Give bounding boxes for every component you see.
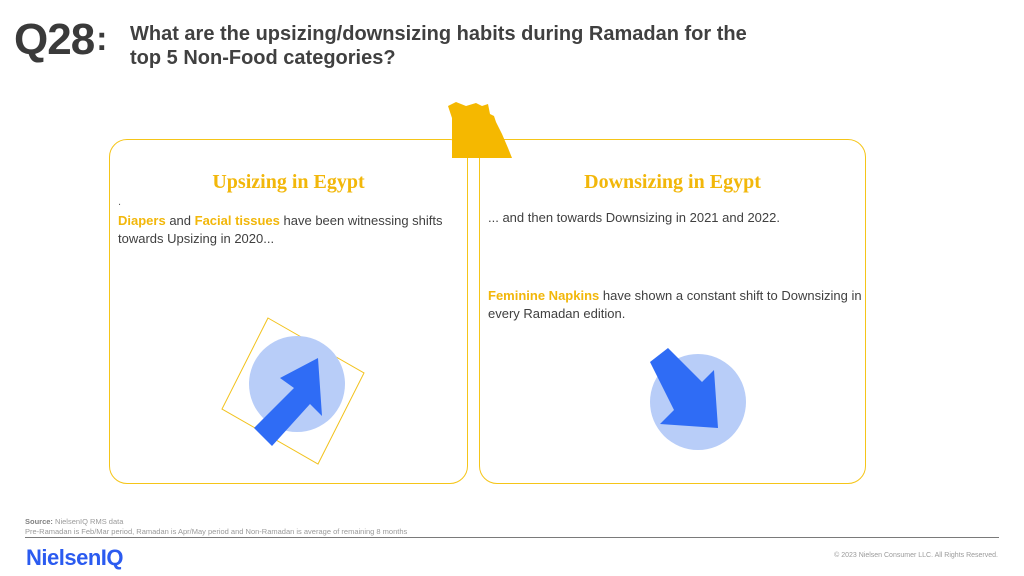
question-number	[14, 15, 107, 64]
copyright-text: © 2023 Nielsen Consumer LLC. All Rights Reserved.	[834, 552, 998, 559]
downsizing-heading: Downsizing in Egypt	[584, 171, 761, 193]
upsizing-description	[118, 212, 448, 248]
period-note: Pre-Ramadan is Feb/Mar period, Ramadan is Apr/May period and Non-Ramadan is average of remaining 8 months	[25, 527, 408, 536]
page-title: What are the upsizing/downsizing habits during Ramadan for the top 5 Non-Food categories?	[130, 23, 747, 69]
upsizing-text-1: and	[165, 213, 195, 228]
question-colon: :	[96, 20, 107, 58]
source-text: NielsenIQ RMS data	[52, 517, 124, 526]
downsizing-description-1: ... and then towards Downsizing in 2021 and 2022.	[488, 210, 780, 225]
egypt-map-icon	[446, 100, 512, 160]
downsizing-text-2: have shown a constant shift to Downsizing in every Ramadan edition.	[488, 288, 862, 321]
diapers-highlight: Diapers	[118, 213, 166, 228]
arrow-up-right-icon	[218, 316, 368, 466]
upsizing-heading: Upsizing in Egypt	[212, 171, 365, 193]
source-note	[25, 517, 407, 537]
nielseniq-logo: NielsenIQ	[26, 545, 123, 570]
stray-dot: .	[118, 196, 122, 208]
upsizing-text-2: have been witnessing shifts towards Upsizing in 2020...	[118, 213, 443, 246]
question-number-text: Q28	[14, 15, 95, 64]
downsizing-description-2	[488, 287, 863, 323]
facial-tissues-highlight: Facial tissues	[194, 213, 280, 228]
arrow-down-right-icon	[640, 344, 760, 456]
feminine-napkins-highlight: Feminine Napkins	[488, 288, 600, 303]
footer-divider	[25, 537, 999, 538]
source-label: Source:	[25, 517, 53, 526]
